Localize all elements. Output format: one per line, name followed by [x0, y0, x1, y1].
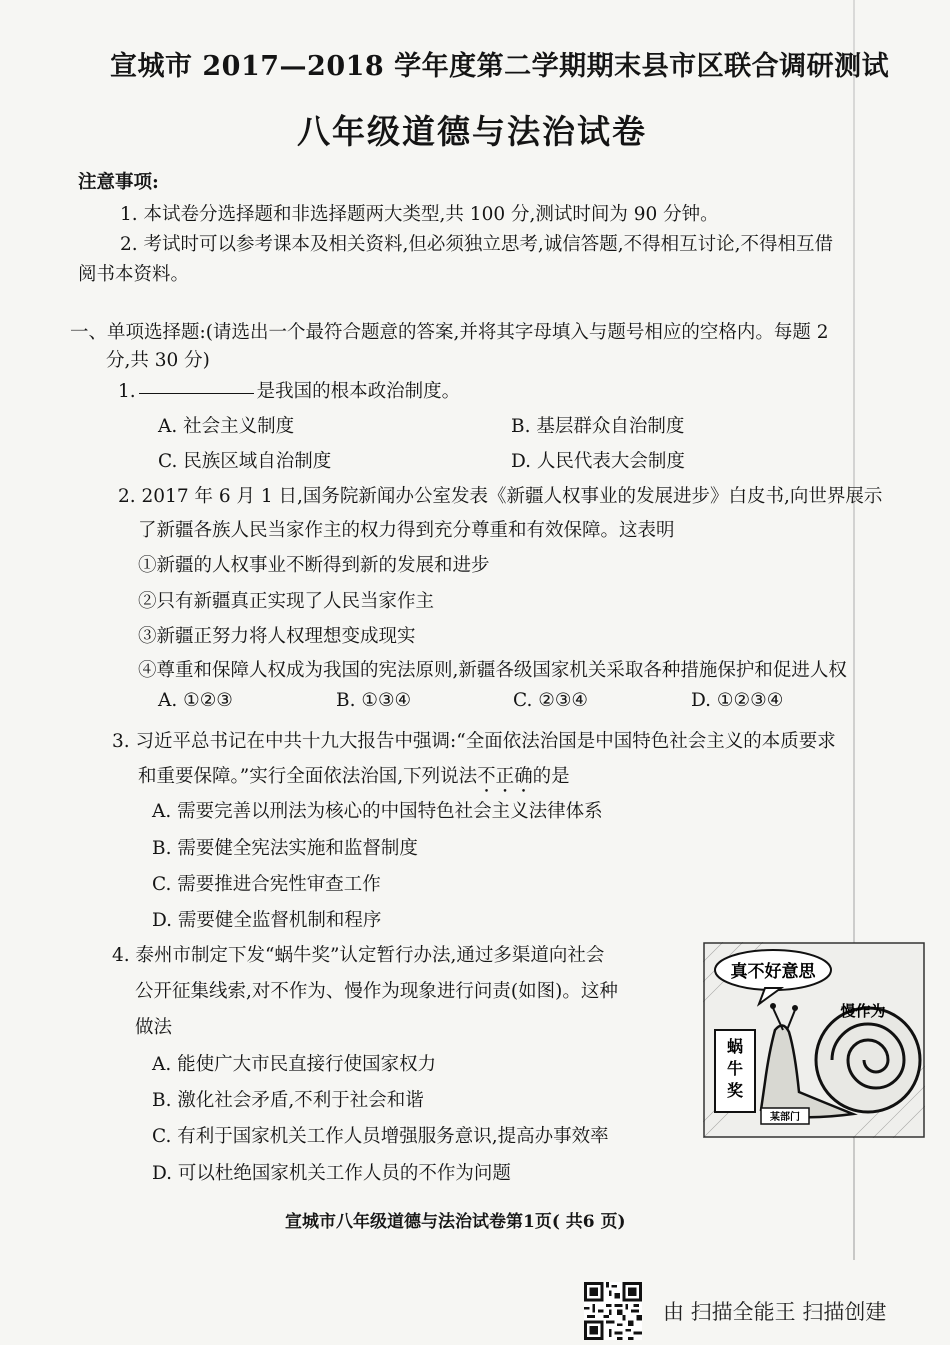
- q3-emphasis-not-correct: 不正确: [477, 766, 533, 787]
- q3-option-d: D. 需要健全监督机制和程序: [152, 910, 382, 931]
- antenna-tip: [792, 1005, 798, 1011]
- exam-title: 宣城市 2017—2018 学年度第二学期期末县市区联合调研测试: [110, 51, 890, 82]
- award-char-1: 蜗: [726, 1037, 744, 1056]
- notes-item-2: 2. 考试时可以参考课本及相关资料,但必须独立思考,诚信答题,不得相互讨论,不得相互借: [120, 234, 834, 255]
- award-char-2: 牛: [726, 1059, 744, 1078]
- q4-option-a: A. 能使广大市民直接行使国家权力: [152, 1054, 437, 1075]
- question-3-stem-continued: [138, 762, 570, 797]
- answer-blank: [139, 392, 254, 394]
- snail-award-cartoon: [703, 942, 925, 1138]
- q2-statement-1: ①新疆的人权事业不断得到新的发展和进步: [138, 555, 490, 576]
- q4-option-b: B. 激化社会矛盾,不利于社会和谐: [152, 1090, 424, 1111]
- q2-statement-3: ③新疆正努力将人权理想变成现实: [138, 626, 416, 647]
- page-footer: 宣城市八年级道德与法治试卷第1页( 共6 页): [285, 1212, 626, 1232]
- question-1-stem: 是我国的根本政治制度。: [256, 381, 461, 402]
- q2-option-c: C. ②③④: [513, 690, 589, 711]
- q2-statement-2: ②只有新疆真正实现了人民当家作主: [138, 591, 435, 612]
- speech-bubble-text: 真不好意思: [730, 962, 816, 982]
- exam-subtitle: 八年级道德与法治试卷: [297, 112, 647, 151]
- notes-item-2-continued: 阅书本资料。: [78, 264, 190, 285]
- q3-option-c: C. 需要推进合宪性审查工作: [152, 874, 381, 895]
- q1-option-c: C. 民族区域自治制度: [158, 451, 332, 472]
- notes-item-1: 1. 本试卷分选择题和非选择题两大类型,共 100 分,测试时间为 90 分钟。: [120, 204, 719, 225]
- question-4-stem-end: 做法: [135, 1017, 173, 1038]
- q3-option-b: B. 需要健全宪法实施和监督制度: [152, 838, 418, 859]
- q2-option-a: A. ①②③: [158, 690, 233, 711]
- question-1: [118, 377, 460, 403]
- q3-stem-post: 的是: [532, 766, 570, 787]
- department-tag-text: 某部门: [770, 1112, 800, 1123]
- question-4-stem: 4. 泰州市制定下发“蜗牛奖”认定暂行办法,通过多渠道向社会: [112, 945, 605, 966]
- q1-option-a: A. 社会主义制度: [158, 416, 295, 437]
- q1-option-b: B. 基层群众自治制度: [511, 416, 685, 437]
- question-4-stem-continued: 公开征集线索,对不作为、慢作为现象进行问责(如图)。这种: [135, 981, 618, 1002]
- question-2-stem: 2. 2017 年 6 月 1 日,国务院新闻办公室发表《新疆人权事业的发展进步》白皮书,向世界展示: [118, 486, 883, 507]
- qr-code-icon: [582, 1282, 644, 1340]
- section-1-heading-continued: 分,共 30 分): [106, 350, 210, 371]
- question-3-stem: 3. 习近平总书记在中共十九大报告中强调:“全面依法治国是中国特色社会主义的本质要求: [112, 731, 836, 752]
- question-2-stem-continued: 了新疆各族人民当家作主的权力得到充分尊重和有效保障。这表明: [138, 520, 675, 541]
- question-1-number: 1.: [118, 381, 136, 402]
- q1-option-d: D. 人民代表大会制度: [511, 451, 685, 472]
- q2-option-b: B. ①③④: [336, 690, 412, 711]
- q3-option-a: A. 需要完善以刑法为核心的中国特色社会主义法律体系: [152, 801, 603, 822]
- award-char-3: 奖: [726, 1081, 744, 1100]
- section-1-heading: 一、单项选择题:(请选出一个最符合题意的答案,并将其字母填入与题号相应的空格内。每题 2: [70, 322, 829, 343]
- q4-option-d: D. 可以杜绝国家机关工作人员的不作为问题: [152, 1163, 511, 1184]
- antenna-tip: [770, 1003, 776, 1009]
- q2-statement-4: ④尊重和保障人权成为我国的宪法原则,新疆各级国家机关采取各种措施保护和促进人权: [138, 660, 847, 681]
- q2-option-d: D. ①②③④: [691, 690, 784, 711]
- q4-option-c: C. 有利于国家机关工作人员增强服务意识,提高办事效率: [152, 1126, 609, 1147]
- scanner-watermark: 由 扫描全能王 扫描创建: [663, 1300, 887, 1324]
- notes-heading: 注意事项:: [78, 172, 159, 193]
- q3-stem-pre: 和重要保障。”实行全面依法治国,下列说法: [138, 766, 478, 787]
- shell-label: 慢作为: [840, 1002, 886, 1020]
